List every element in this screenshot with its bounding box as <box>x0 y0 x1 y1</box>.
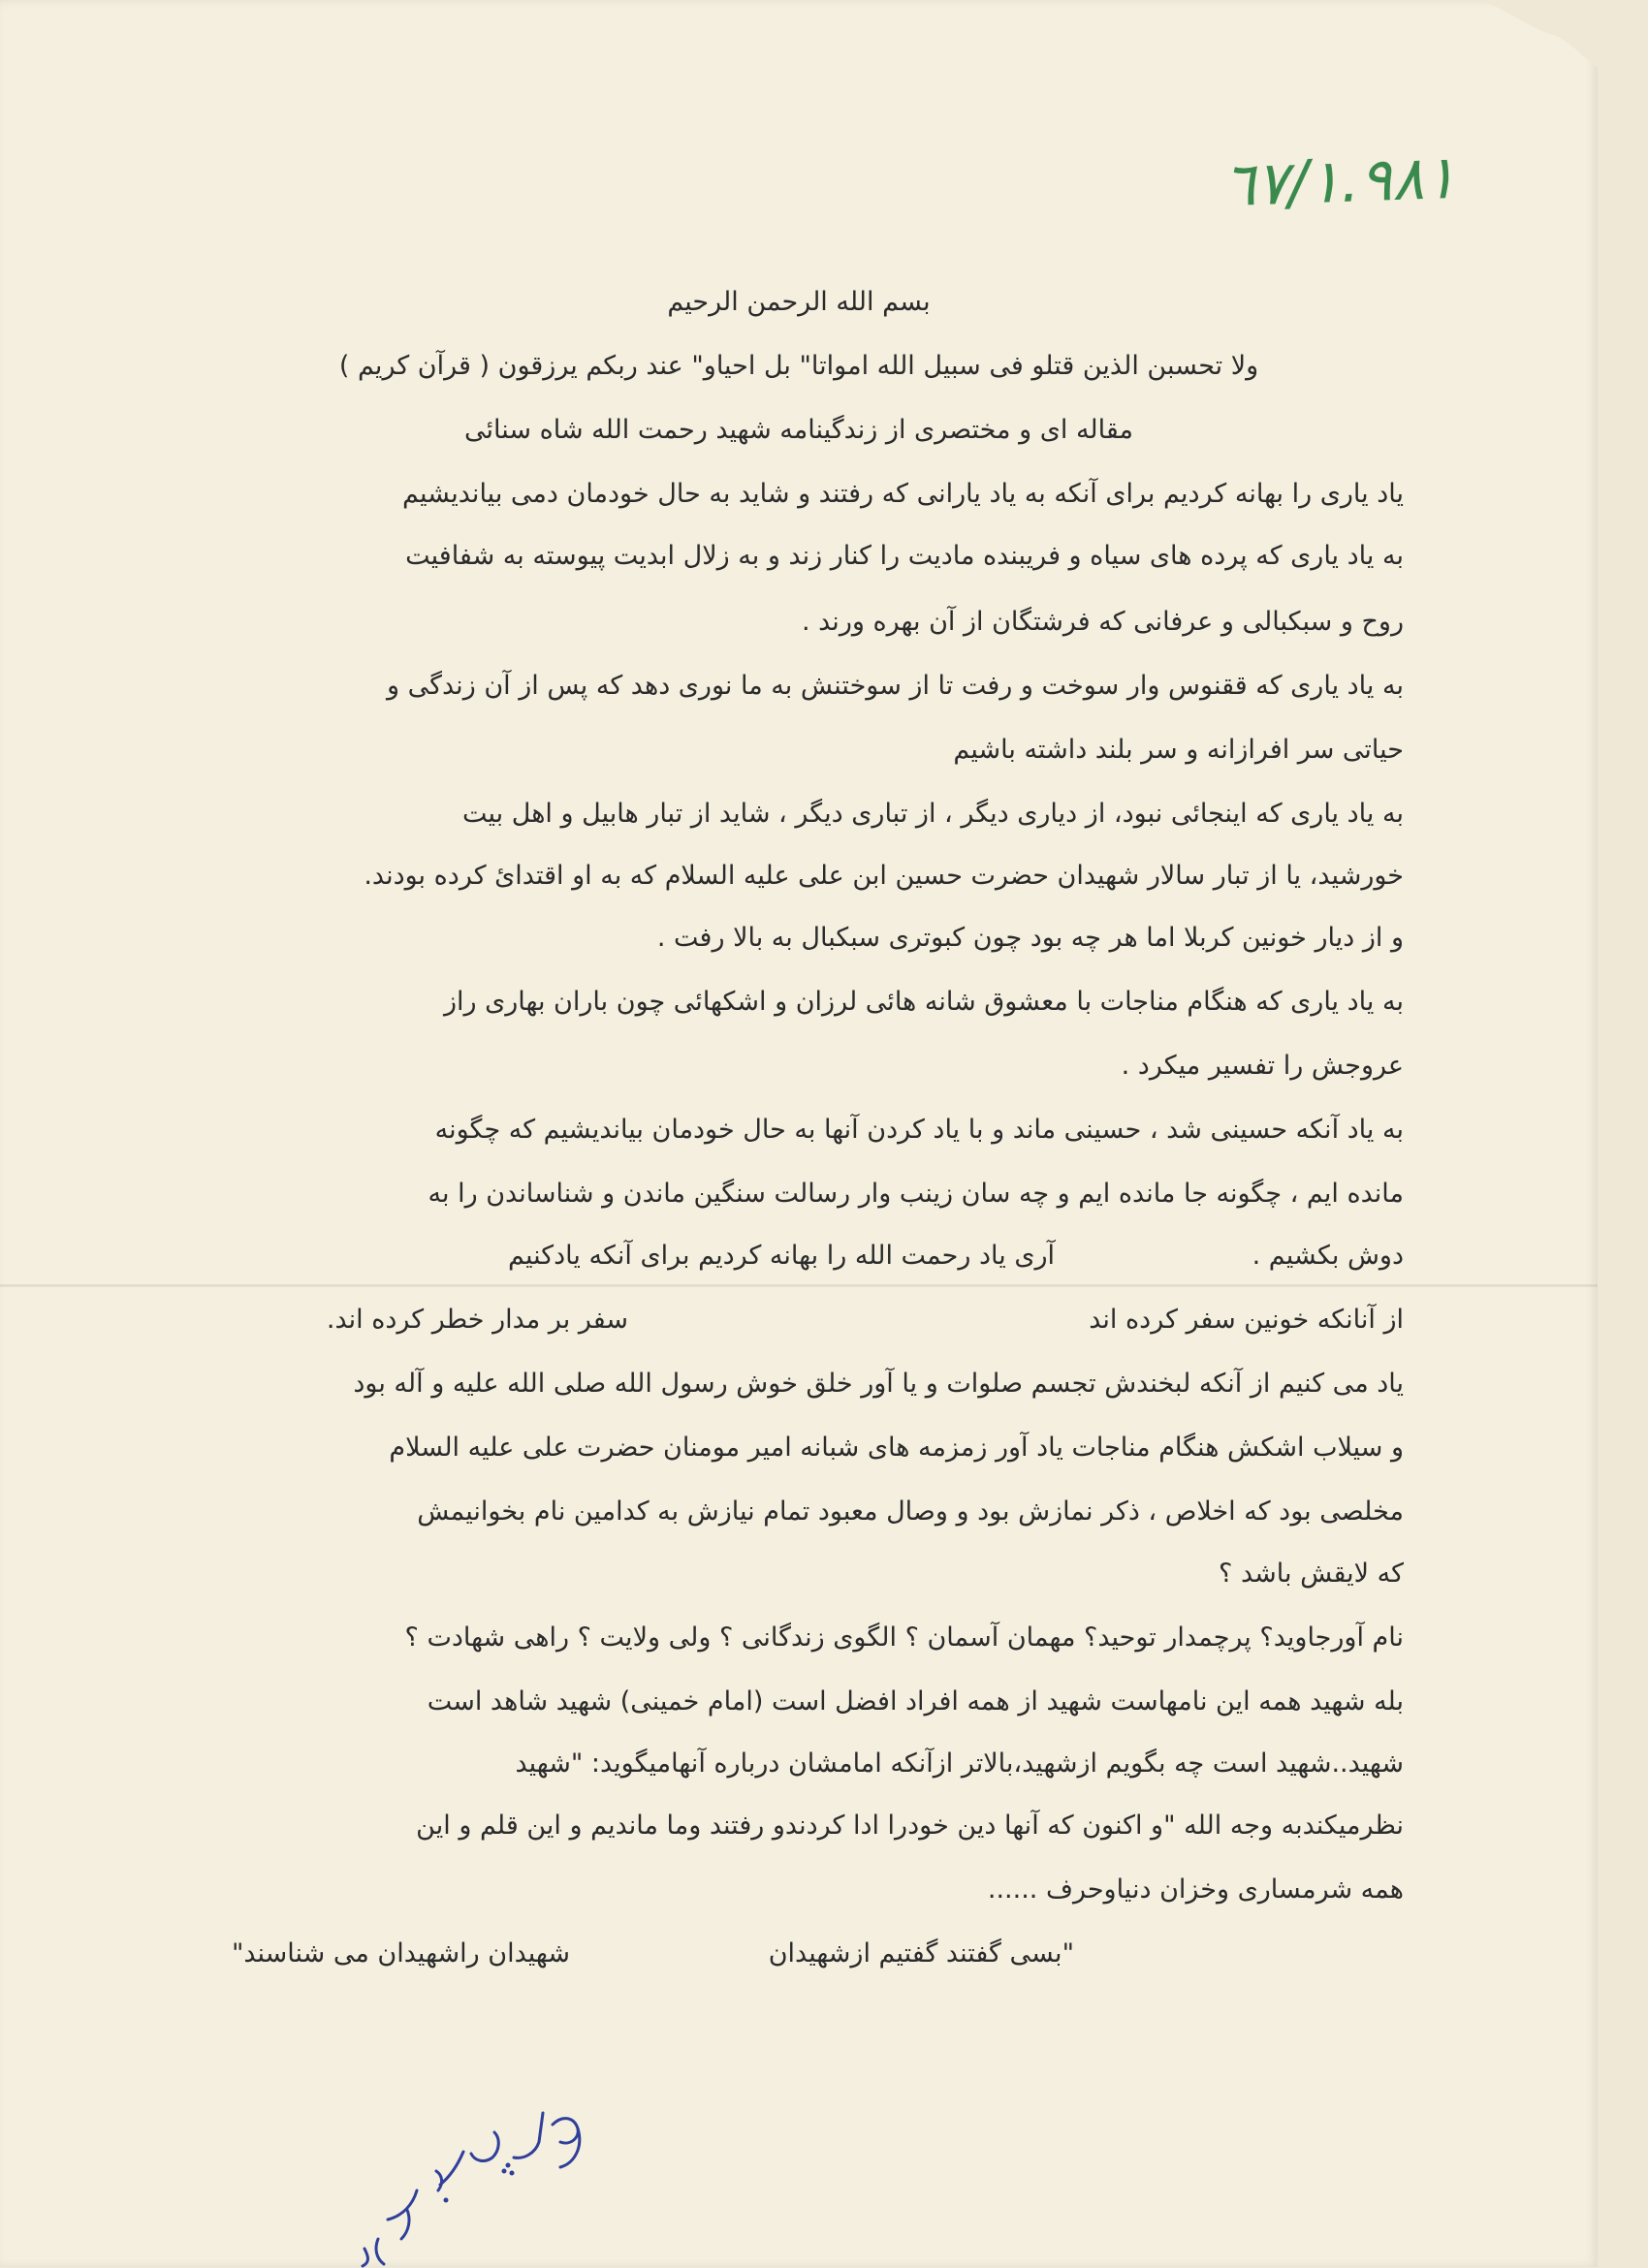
handwritten-signature <box>349 2103 640 2268</box>
paragraph-line: خورشید، یا از تبار سالار شهیدان حضرت حسین ابن علی علیه السلام که به او اقتدائ کرده بودند. <box>364 861 1404 891</box>
page-fold <box>0 1284 1598 1287</box>
paragraph-line: که لایقش باشد ؟ <box>1219 1559 1404 1589</box>
split-line <box>0 1301 1598 1339</box>
handwritten-number: ٦٧/١.٩٨١ <box>1221 141 1458 221</box>
paragraph-line: و سیلاب اشکش هنگام مناجات یاد آور زمزمه های شبانه امیر مومنان حضرت علی علیه السلام <box>389 1433 1404 1463</box>
paragraph-line: به یاد آنکه حسینی شد ، حسینی ماند و با یاد کردن آنها به حال خودمان بیاندیشیم که چگونه <box>434 1115 1404 1145</box>
paragraph-line: یاد یاری را بهانه کردیم برای آنکه به یاد یارانی که رفتند و شاید به حال خودمان دمی بیاندیشیم <box>402 479 1404 509</box>
paragraph-line: عروجش را تفسیر میکرد . <box>1121 1051 1404 1081</box>
paragraph-line: نام آورجاوید؟ پرچمدار توحید؟ مهمان آسمان ؟ الگوی زندگانی ؟ ولی ولایت ؟ راهی شهادت ؟ <box>404 1622 1404 1653</box>
split-line-left: سفر بر مدار خطر کرده اند. <box>326 1305 628 1335</box>
paragraph-line: مانده ایم ، چگونه جا مانده ایم و چه سان زینب وار رسالت سنگین ماندن و شناساندن را به <box>428 1179 1404 1209</box>
split-line-right: دوش بکشیم . <box>1252 1241 1404 1271</box>
closing-verse <box>0 1935 1598 1973</box>
paragraph-line: روح و سبکبالی و عرفانی که فرشتگان از آن بهره ورند . <box>801 607 1404 637</box>
paragraph-line: نظرمیکندبه وجه الله "و اکنون که آنها دین خودرا ادا کردندو رفتند وما ماندیم و این قلم و این <box>416 1811 1404 1841</box>
verse: ولا تحسبن الذین قتلو فی سبیل الله امواتا" بل احیاو" عند ربکم یرزقون ( قرآن کریم ) <box>338 351 1259 381</box>
split-line-right: از آنانکه خونین سفر کرده اند <box>1089 1305 1404 1335</box>
paragraph-line: و از دیار خونین کربلا اما هر چه بود چون کبوتری سبکبال به بالا رفت . <box>656 923 1404 953</box>
paragraph-line: حیاتی سر افرازانه و سر بلند داشته باشیم <box>953 735 1404 765</box>
paragraph-line: مخلصی بود که اخلاص ، ذکر نمازش بود و وصال معبود تمام نیازش به کدامین نام بخوانیمش <box>417 1496 1404 1527</box>
paragraph-line: شهید..شهید است چه بگویم ازشهید،بالاتر ازآنکه امامشان درباره آنهامیگوید: "شهید <box>515 1748 1404 1779</box>
basmala: بسم الله الرحمن الرحیم <box>667 287 931 317</box>
torn-corner <box>1481 0 1598 68</box>
paragraph-line: بله شهید همه این نامهاست شهید از همه افراد افضل است (امام خمینی) شهید شاهد است <box>427 1686 1404 1717</box>
paragraph-line: همه شرمساری وخزان دنیاوحرف ...... <box>987 1874 1404 1905</box>
closing-right: "بسی گفتند گفتیم ازشهیدان <box>768 1938 1074 1969</box>
paragraph-line: به یاد یاری که هنگام مناجات با معشوق شانه هائی لرزان و اشکهائی چون باران بهاری راز <box>443 987 1404 1017</box>
paragraph-line: یاد می کنیم از آنکه لبخندش تجسم صلوات و یا آور خلق خوش رسول الله صلی الله علیه و آله بود <box>353 1369 1404 1399</box>
paragraph-line: به یاد یاری که پرده های سیاه و فریبنده مادیت را کنار زند و به زلال ابدیت پیوسته به شفافیت <box>405 541 1404 571</box>
split-line <box>0 1237 1598 1276</box>
subtitle: مقاله ای و مختصری از زندگینامه شهید رحمت الله شاه سنائی <box>463 415 1133 445</box>
closing-left: شهیدان راشهیدان می شناسند" <box>231 1938 570 1969</box>
paragraph-line: به یاد یاری که ققنوس وار سوخت و رفت تا از سوختنش به ما نوری دهد که پس از آن زندگی و <box>387 671 1404 701</box>
split-line-left: آری یاد رحمت الله را بهانه کردیم برای آنکه یادکنیم <box>508 1241 1055 1271</box>
paragraph-line: به یاد یاری که اینجائی نبود، از دیاری دیگر ، از تباری دیگر ، شاید از تبار هابیل و اهل بیت <box>461 799 1404 829</box>
